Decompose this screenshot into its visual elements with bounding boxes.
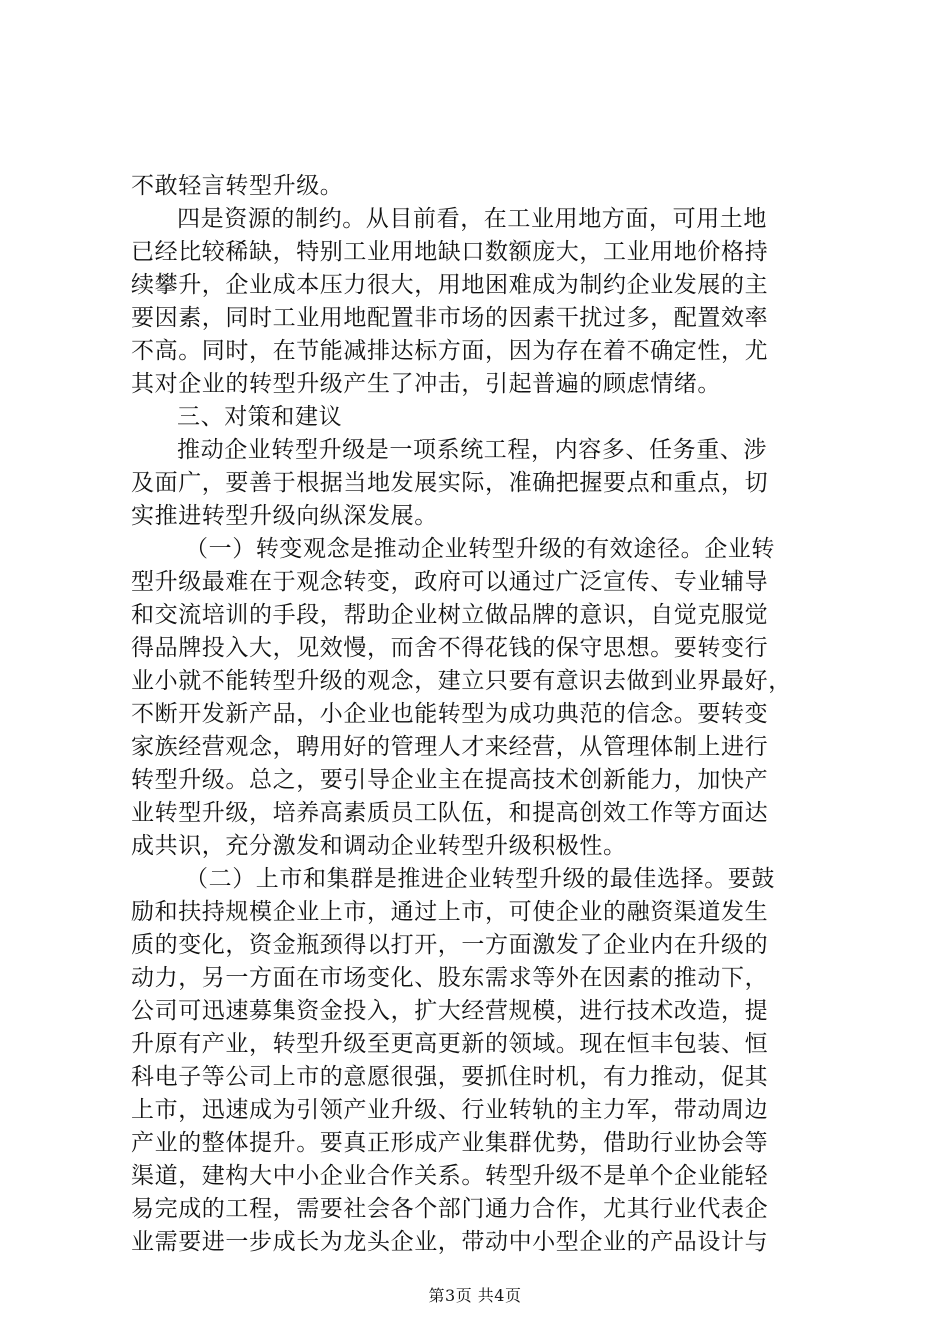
paragraph-start-intro: 推动企业转型升级是一项系统工程，内容多、任务重、涉: [177, 437, 767, 463]
text-line: 家族经营观念，聘用好的管理人才来经营，从管理体制上进行: [131, 734, 769, 760]
text-line: 不高。同时，在节能减排达标方面，因为存在着不确定性，尤: [131, 338, 769, 364]
text-line: 业转型升级，培养高素质员工队伍，和提高创效工作等方面达: [131, 800, 769, 826]
text-line: 上市，迅速成为引领产业升级、行业转轨的主力军，带动周边: [131, 1097, 769, 1123]
text-line: 续攀升，企业成本压力很大，用地困难成为制约企业发展的主: [131, 272, 769, 298]
text-line: 公司可迅速募集资金投入，扩大经营规模，进行技术改造，提: [131, 998, 769, 1024]
text-line: 其对企业的转型升级产生了冲击，引起普遍的顾虑情绪。: [131, 371, 721, 397]
text-line: 实推进转型升级向纵深发展。: [131, 503, 438, 529]
document-body: [131, 170, 831, 1259]
section-heading: 三、对策和建议: [177, 404, 343, 430]
paragraph-start-resource-constraint: 四是资源的制约。从目前看，在工业用地方面，可用土地: [177, 206, 767, 232]
text-line: 得品牌投入大，见效慢，而舍不得花钱的保守思想。要转变行: [131, 635, 769, 661]
text-line: 型升级最难在于观念转变，政府可以通过广泛宣传、专业辅导: [131, 569, 769, 595]
paragraph-start-item-two: （二）上市和集群是推进企业转型升级的最佳选择。要鼓: [185, 866, 775, 892]
page-footer: [0, 1283, 950, 1306]
text-line: 产业的整体提升。要真正形成产业集群优势，借助行业协会等: [131, 1130, 769, 1156]
page-number: 第3页 共4页: [428, 1286, 522, 1305]
text-line: 励和扶持规模企业上市，通过上市，可使企业的融资渠道发生: [131, 899, 769, 925]
text-line: 不断开发新产品，小企业也能转型为成功典范的信念。要转变: [131, 701, 769, 727]
text-line: 及面广，要善于根据当地发展实际，准确把握要点和重点，切: [131, 470, 769, 496]
text-line: 易完成的工程，需要社会各个部门通力合作，尤其行业代表企: [131, 1196, 769, 1222]
paragraph-start-item-one: （一）转变观念是推动企业转型升级的有效途径。企业转: [185, 536, 775, 562]
text-line: 业需要进一步成长为龙头企业，带动中小型企业的产品设计与: [131, 1229, 769, 1255]
text-line: 不敢轻言转型升级。: [131, 173, 344, 199]
text-line: 业小就不能转型升级的观念，建立只要有意识去做到业界最好，: [131, 668, 792, 694]
text-line: 科电子等公司上市的意愿很强，要抓住时机，有力推动，促其: [131, 1064, 769, 1090]
text-line: 已经比较稀缺，特别工业用地缺口数额庞大，工业用地价格持: [131, 239, 769, 265]
text-line: 动力，另一方面在市场变化、股东需求等外在因素的推动下，: [131, 965, 769, 991]
text-line: 渠道，建构大中小企业合作关系。转型升级不是单个企业能轻: [131, 1163, 769, 1189]
text-line: 升原有产业，转型升级至更高更新的领域。现在恒丰包装、恒: [131, 1031, 769, 1057]
text-line: 要因素，同时工业用地配置非市场的因素干扰过多，配置效率: [131, 305, 769, 331]
text-line: 转型升级。总之，要引导企业主在提高技术创新能力，加快产: [131, 767, 769, 793]
text-line: 和交流培训的手段，帮助企业树立做品牌的意识，自觉克服觉: [131, 602, 769, 628]
text-line: 成共识，充分激发和调动企业转型升级积极性。: [131, 833, 627, 859]
text-line: 质的变化，资金瓶颈得以打开，一方面激发了企业内在升级的: [131, 932, 769, 958]
